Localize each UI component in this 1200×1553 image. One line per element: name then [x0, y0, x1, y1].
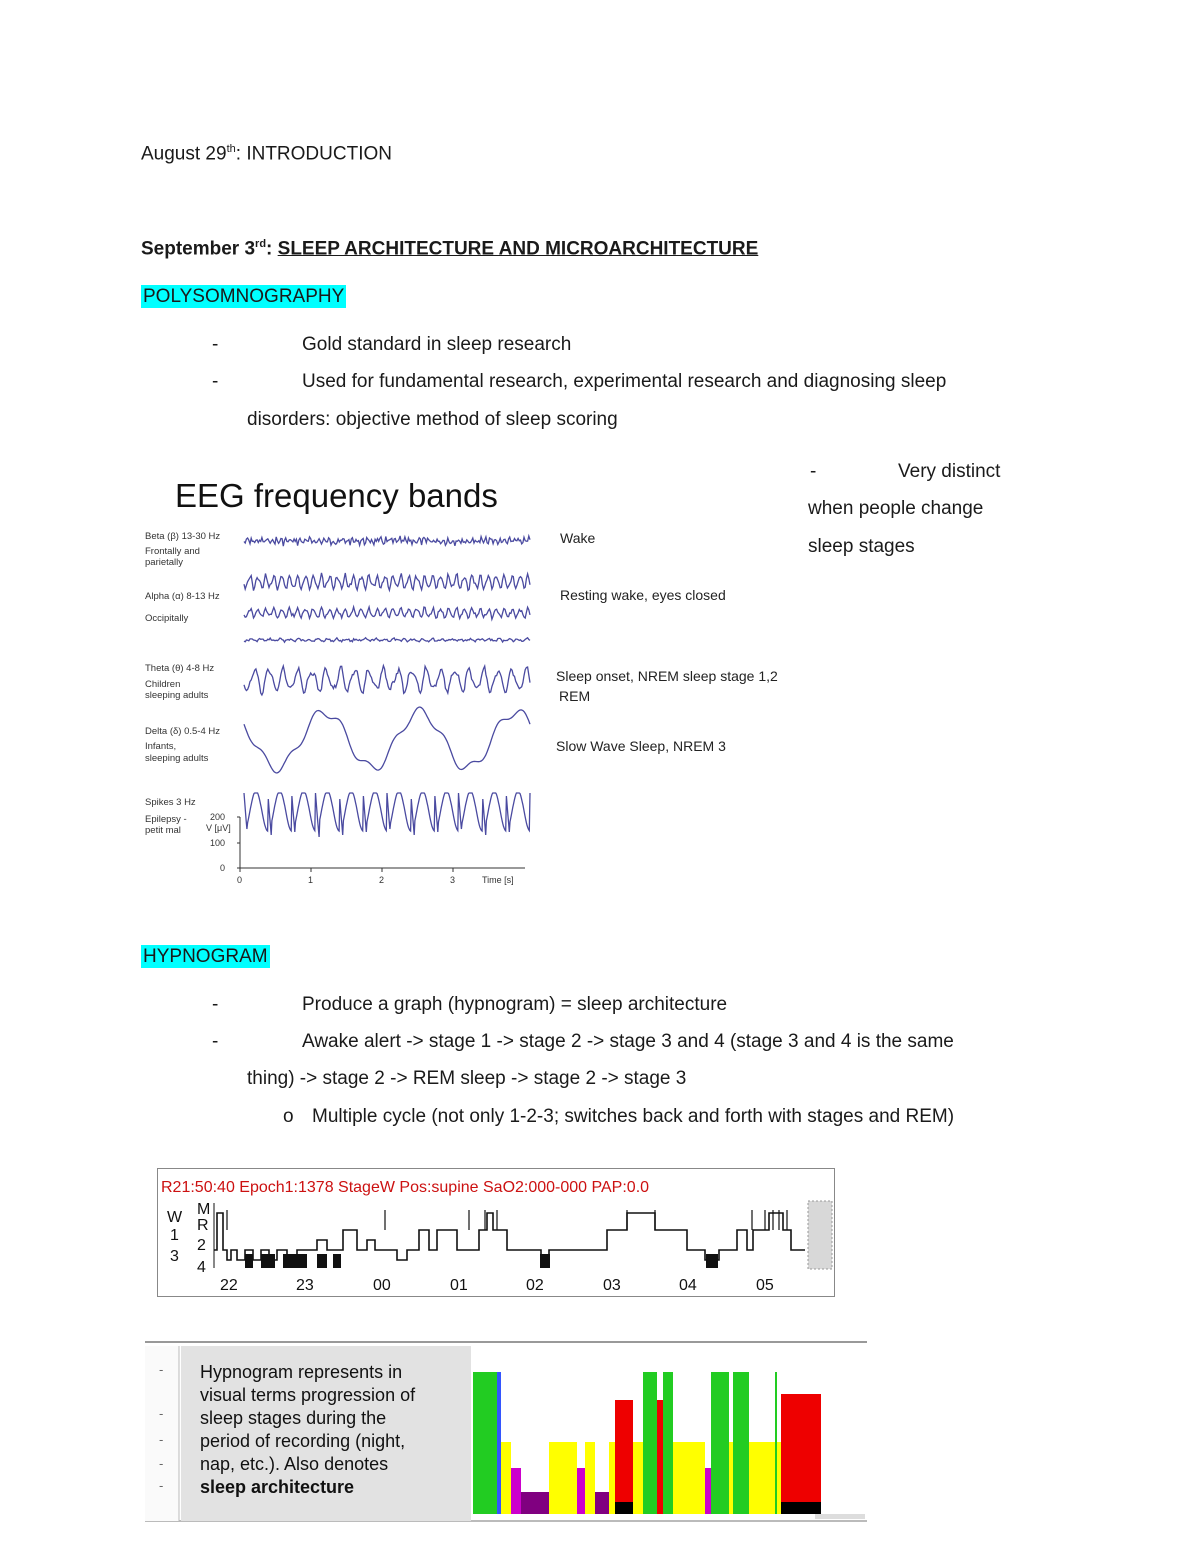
- y-axis-unit: V [μV]: [206, 823, 231, 833]
- chart-header: R21:50:40 Epoch1:1378 StageW Pos:supine SaO2:000-000 PAP:0.0: [161, 1179, 650, 1196]
- band-label: Spikes 3 Hz: [145, 797, 196, 808]
- delta-wave: [244, 707, 530, 773]
- stage-bar: [501, 1442, 511, 1514]
- y-label: 4: [197, 1259, 206, 1276]
- eeg-frequency-bands-figure: [140, 465, 800, 895]
- stage-bar: [595, 1492, 609, 1514]
- y-label: R: [197, 1217, 209, 1234]
- band-label: Beta (β) 13-30 Hz: [145, 531, 221, 542]
- stage-bar: [497, 1372, 501, 1514]
- stage-bar: [775, 1372, 777, 1514]
- x-tick: 01: [450, 1277, 468, 1294]
- band-sub: petit mal: [145, 825, 181, 836]
- eeg-title: EEG frequency bands: [175, 477, 498, 514]
- deep-sleep-block: [245, 1254, 253, 1268]
- band-sub: Occipitally: [145, 613, 189, 624]
- stage-bar: [473, 1372, 497, 1514]
- beta-wave: [244, 536, 530, 546]
- stage-bar: [657, 1400, 663, 1514]
- x-tick: 05: [756, 1277, 774, 1294]
- sub-list-item: o Multiple cycle (not only 1-2-3; switches back and forth with stages and REM): [283, 1106, 955, 1127]
- stage-bar: [521, 1492, 549, 1514]
- hypnogram-heading: HYPNOGRAM: [143, 946, 268, 967]
- x-tick: 1: [308, 875, 314, 885]
- deep-sleep-block: [540, 1254, 550, 1268]
- stage-bar: [643, 1372, 657, 1514]
- outline-dash: -: [159, 1362, 164, 1377]
- x-axis-label: Time [s]: [482, 875, 514, 885]
- x-tick: 22: [220, 1277, 238, 1294]
- spike-wave: [244, 793, 530, 837]
- y-label: 1: [170, 1227, 179, 1244]
- stage-bar: [781, 1394, 821, 1514]
- band-sub: Frontally and: [145, 546, 200, 557]
- x-tick: 04: [679, 1277, 697, 1294]
- stage-bar: [511, 1468, 521, 1514]
- band-description: Slow Wave Sleep, NREM 3: [556, 738, 726, 754]
- stage-bar: [685, 1442, 705, 1514]
- deep-sleep-block: [706, 1254, 718, 1268]
- band-sub: Epilepsy -: [145, 814, 187, 825]
- alpha-wave: [244, 607, 530, 619]
- list-item: - Gold standard in sleep research: [212, 334, 572, 355]
- band-label: Delta (δ) 0.5-4 Hz: [145, 726, 220, 737]
- stage-bar: [577, 1468, 585, 1514]
- slide-text: Hypnogram represents in: [200, 1362, 403, 1382]
- list-item-continuation: disorders: objective method of sleep scoring: [247, 409, 618, 430]
- stage-bar: [585, 1442, 595, 1514]
- list-item: - Used for fundamental research, experimental research and diagnosing sleep: [212, 371, 947, 392]
- x-tick: 02: [526, 1277, 544, 1294]
- stage-bar: [749, 1442, 775, 1514]
- band-description: Wake: [560, 530, 596, 546]
- side-note-line: when people change: [808, 498, 984, 519]
- y-tick: 0: [220, 863, 226, 873]
- slide-text: period of recording (night,: [200, 1431, 406, 1451]
- hypnogram-chart: [157, 1168, 835, 1298]
- theta-wave: [244, 666, 530, 695]
- y-tick: 100: [210, 838, 226, 848]
- deep-sleep-bar: [781, 1502, 821, 1514]
- band-sub: Infants,: [145, 741, 177, 752]
- deep-sleep-block: [261, 1254, 275, 1268]
- list-item: - Produce a graph (hypnogram) = sleep architecture: [212, 994, 728, 1015]
- polysomnography-heading: POLYSOMNOGRAPHY: [143, 286, 345, 307]
- y-label: 3: [170, 1248, 179, 1265]
- x-tick: 03: [603, 1277, 621, 1294]
- band-description: Resting wake, eyes closed: [560, 587, 726, 603]
- stage-bar: [609, 1442, 615, 1514]
- deep-sleep-block: [317, 1254, 327, 1268]
- band-description: Sleep onset, NREM sleep stage 1,2: [556, 668, 778, 684]
- x-tick: 00: [373, 1277, 391, 1294]
- september-heading: September 3rd: SLEEP ARCHITECTURE AND MICROARCHITECTURE: [141, 238, 759, 260]
- y-label: M: [197, 1201, 211, 1218]
- slide-text: nap, etc.). Also denotes: [200, 1454, 389, 1474]
- slide-text: sleep stages during the: [200, 1408, 387, 1428]
- stage-bar: [663, 1372, 673, 1514]
- stage-bar: [777, 1442, 781, 1514]
- unscored-region: [808, 1201, 832, 1269]
- band-sub: sleeping adults: [145, 753, 209, 764]
- deep-sleep-block: [333, 1254, 341, 1268]
- x-tick: 0: [237, 875, 243, 885]
- stage-bar: [633, 1442, 643, 1514]
- deep-sleep-bar: [615, 1502, 633, 1514]
- side-note: - Very distinct: [810, 461, 1001, 482]
- stage-bar: [673, 1442, 685, 1514]
- band-label: Theta (θ) 4-8 Hz: [145, 663, 215, 674]
- stage-bar: [711, 1372, 729, 1514]
- stage-bar: [733, 1372, 749, 1514]
- alpha-wave: [244, 573, 530, 591]
- stage-bar: [615, 1400, 633, 1514]
- slide-text-bold: sleep architecture: [200, 1477, 355, 1497]
- band-sub: Children: [145, 679, 181, 690]
- list-item: - Awake alert -> stage 1 -> stage 2 -> stage 3 and 4 (stage 3 and 4 is the same: [212, 1031, 954, 1052]
- y-label: W: [167, 1209, 183, 1226]
- outline-dash: -: [159, 1432, 164, 1447]
- slide-text: visual terms progression of: [200, 1385, 416, 1405]
- outline-dash: -: [159, 1456, 164, 1471]
- hypnogram-slide: [145, 1338, 867, 1528]
- stage-bar: [729, 1442, 733, 1514]
- alpha-wave: [244, 638, 530, 643]
- deep-sleep-block: [283, 1254, 307, 1268]
- august-heading: August 29th: INTRODUCTION: [141, 143, 392, 165]
- outline-dash: -: [159, 1478, 164, 1493]
- x-tick: 3: [450, 875, 456, 885]
- outline-dash: -: [159, 1406, 164, 1421]
- band-sub: sleeping adults: [145, 690, 209, 701]
- x-tick: 2: [379, 875, 385, 885]
- stage-bar: [549, 1442, 577, 1514]
- side-note-line: sleep stages: [808, 536, 915, 557]
- list-item-continuation: thing) -> stage 2 -> REM sleep -> stage 2 -> stage 3: [247, 1068, 687, 1089]
- band-description: REM: [559, 688, 591, 704]
- stage-bar: [705, 1468, 711, 1514]
- y-tick: 200: [210, 812, 226, 822]
- x-tick: 23: [296, 1277, 314, 1294]
- band-sub: parietally: [145, 557, 184, 568]
- y-label: 2: [197, 1237, 206, 1254]
- band-label: Alpha (α) 8-13 Hz: [145, 591, 220, 602]
